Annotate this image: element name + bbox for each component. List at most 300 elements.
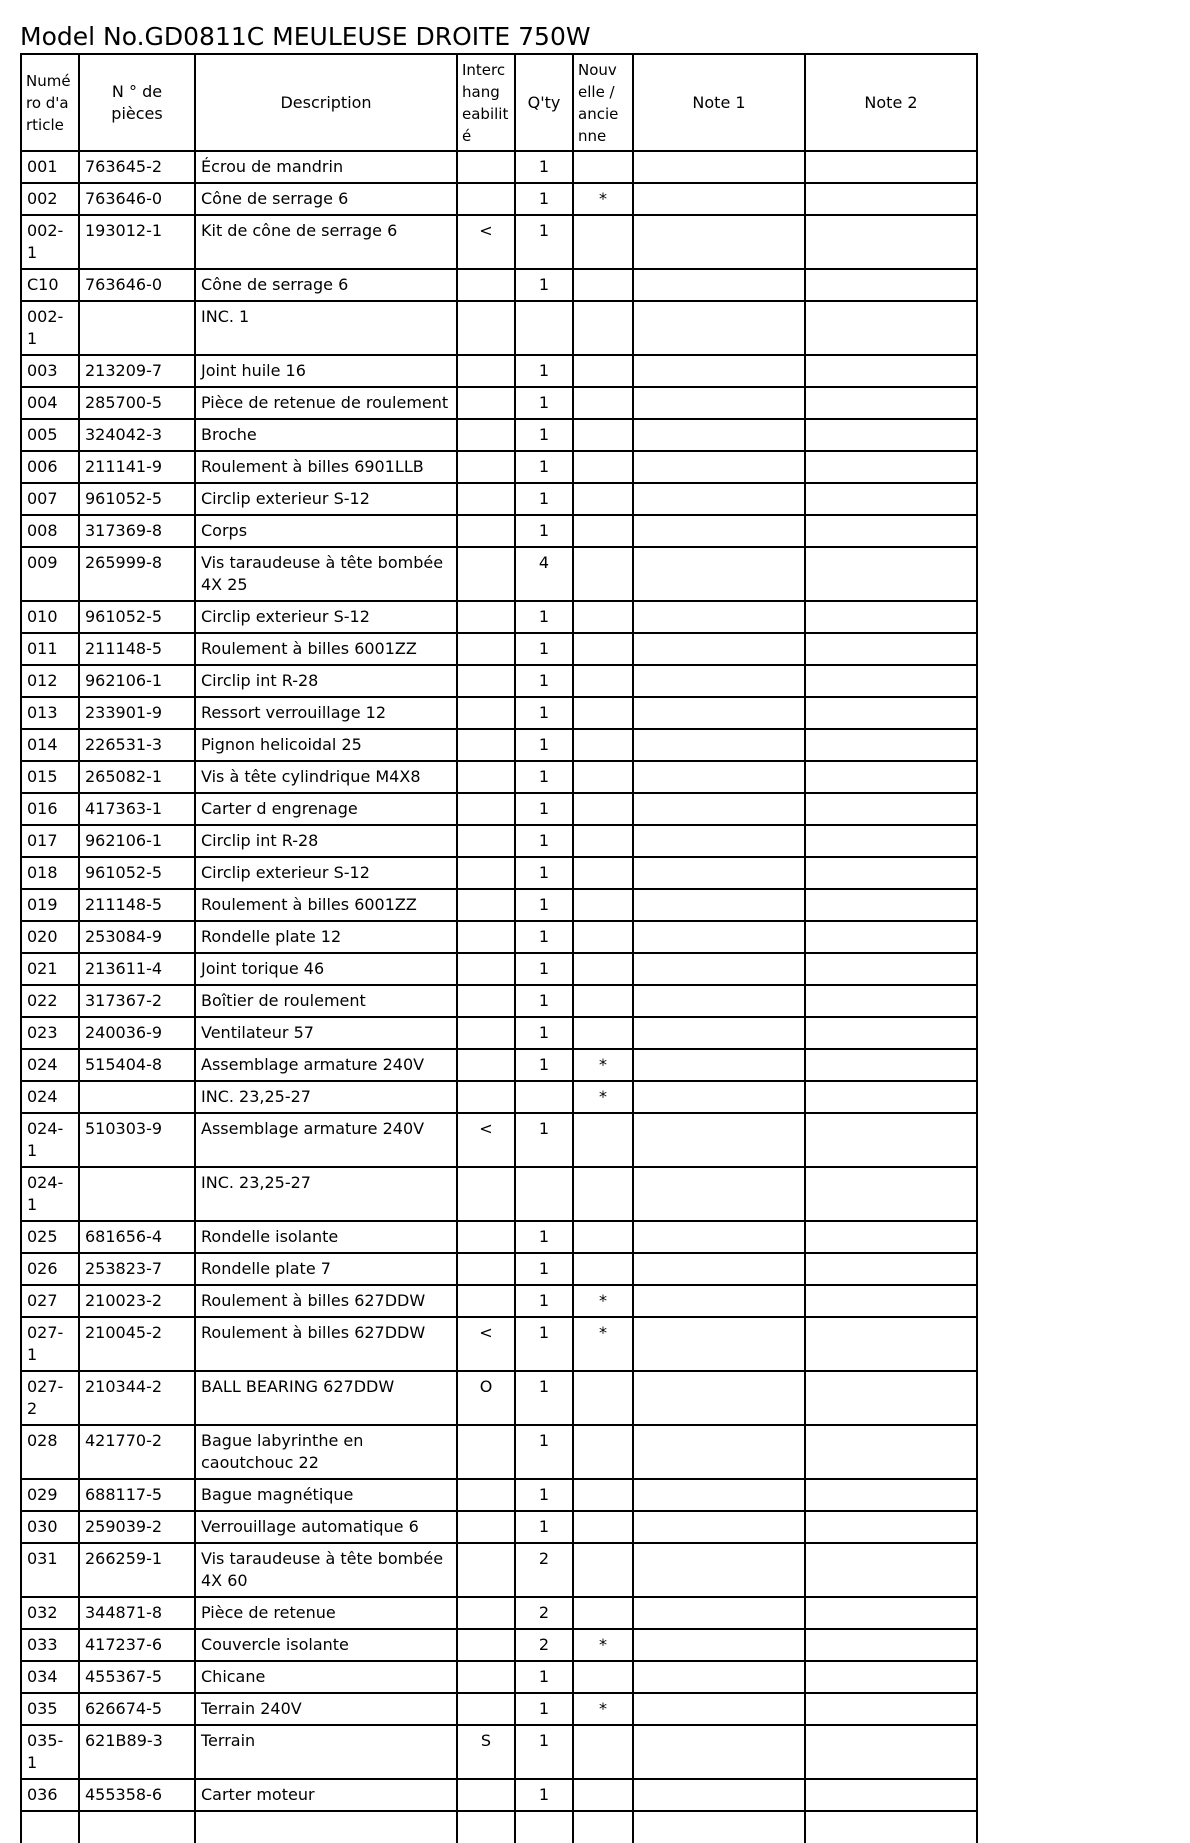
cell-new-old	[573, 547, 633, 601]
cell-quantity: 1	[515, 1285, 573, 1317]
table-row	[21, 1661, 977, 1693]
table-row	[21, 547, 977, 601]
cell-new-old	[573, 1661, 633, 1693]
cell-item-number: 029	[21, 1479, 79, 1511]
cell-interchangeability	[457, 793, 515, 825]
header-note-1: Note 1	[633, 54, 805, 151]
cell-item-number: 031	[21, 1543, 79, 1597]
cell-description: Corps	[195, 515, 457, 547]
cell-item-number: 009	[21, 547, 79, 601]
cell-note-2	[805, 665, 977, 697]
cell-note-1	[633, 1425, 805, 1479]
table-row-continued	[21, 1811, 977, 1843]
table-row	[21, 1693, 977, 1725]
cell-part-number: 681656-4	[79, 1221, 195, 1253]
cell-quantity: 1	[515, 1113, 573, 1167]
cell-item-number: 027-2	[21, 1371, 79, 1425]
cell-item-number: 014	[21, 729, 79, 761]
cell-note-1	[633, 483, 805, 515]
cell-description: Rondelle plate 12	[195, 921, 457, 953]
table-row	[21, 1725, 977, 1779]
cell-note-2	[805, 451, 977, 483]
cell-empty	[195, 1811, 457, 1843]
cell-note-1	[633, 1779, 805, 1811]
cell-note-1	[633, 301, 805, 355]
cell-new-old	[573, 1597, 633, 1629]
cell-quantity: 1	[515, 387, 573, 419]
cell-interchangeability	[457, 1661, 515, 1693]
cell-note-1	[633, 921, 805, 953]
cell-part-number: 344871-8	[79, 1597, 195, 1629]
parts-table-body	[21, 151, 977, 1843]
cell-item-number: 035	[21, 1693, 79, 1725]
cell-interchangeability	[457, 1543, 515, 1597]
table-row	[21, 1597, 977, 1629]
cell-description: Circlip int R-28	[195, 665, 457, 697]
cell-note-2	[805, 1253, 977, 1285]
cell-part-number: 211141-9	[79, 451, 195, 483]
cell-note-1	[633, 1661, 805, 1693]
cell-description: Circlip exterieur S-12	[195, 601, 457, 633]
cell-interchangeability	[457, 355, 515, 387]
cell-part-number: 211148-5	[79, 633, 195, 665]
table-row	[21, 1629, 977, 1661]
cell-interchangeability	[457, 483, 515, 515]
cell-interchangeability	[457, 1017, 515, 1049]
cell-note-2	[805, 1511, 977, 1543]
cell-new-old	[573, 1725, 633, 1779]
cell-note-1	[633, 1221, 805, 1253]
cell-note-2	[805, 1113, 977, 1167]
cell-new-old	[573, 1253, 633, 1285]
cell-interchangeability	[457, 1285, 515, 1317]
table-row	[21, 953, 977, 985]
table-row	[21, 483, 977, 515]
cell-note-1	[633, 953, 805, 985]
cell-part-number: 240036-9	[79, 1017, 195, 1049]
cell-new-old	[573, 729, 633, 761]
cell-item-number: 003	[21, 355, 79, 387]
cell-note-1	[633, 601, 805, 633]
cell-quantity: 1	[515, 1479, 573, 1511]
table-row	[21, 697, 977, 729]
cell-interchangeability	[457, 419, 515, 451]
cell-item-number: 024	[21, 1049, 79, 1081]
table-row	[21, 183, 977, 215]
table-row	[21, 387, 977, 419]
header-interchangeability: Interc hang eabilit é	[457, 54, 515, 151]
cell-quantity: 1	[515, 355, 573, 387]
cell-new-old: *	[573, 1049, 633, 1081]
cell-description: Joint torique 46	[195, 953, 457, 985]
header-quantity: Q'ty	[515, 54, 573, 151]
cell-description: Vis à tête cylindrique M4X8	[195, 761, 457, 793]
cell-quantity: 1	[515, 665, 573, 697]
cell-note-1	[633, 183, 805, 215]
cell-note-2	[805, 1317, 977, 1371]
cell-part-number: 688117-5	[79, 1479, 195, 1511]
cell-interchangeability: <	[457, 215, 515, 269]
cell-quantity: 1	[515, 1049, 573, 1081]
cell-description: Couvercle isolante	[195, 1629, 457, 1661]
cell-quantity: 1	[515, 451, 573, 483]
cell-item-number: 025	[21, 1221, 79, 1253]
cell-item-number: 034	[21, 1661, 79, 1693]
table-row	[21, 729, 977, 761]
cell-note-2	[805, 857, 977, 889]
cell-note-2	[805, 1479, 977, 1511]
cell-interchangeability	[457, 1779, 515, 1811]
cell-note-2	[805, 1017, 977, 1049]
cell-note-2	[805, 601, 977, 633]
cell-note-1	[633, 1167, 805, 1221]
cell-quantity: 1	[515, 889, 573, 921]
cell-note-1	[633, 889, 805, 921]
table-row	[21, 1779, 977, 1811]
cell-description: Pièce de retenue	[195, 1597, 457, 1629]
cell-quantity: 2	[515, 1629, 573, 1661]
cell-interchangeability	[457, 889, 515, 921]
cell-description: Circlip exterieur S-12	[195, 483, 457, 515]
cell-new-old: *	[573, 1285, 633, 1317]
cell-item-number: 024	[21, 1081, 79, 1113]
cell-note-2	[805, 419, 977, 451]
cell-note-1	[633, 825, 805, 857]
cell-item-number: 019	[21, 889, 79, 921]
cell-part-number: 317369-8	[79, 515, 195, 547]
cell-part-number: 265082-1	[79, 761, 195, 793]
cell-note-1	[633, 1285, 805, 1317]
cell-interchangeability: O	[457, 1371, 515, 1425]
cell-item-number: 036	[21, 1779, 79, 1811]
cell-item-number: 015	[21, 761, 79, 793]
cell-item-number: 026	[21, 1253, 79, 1285]
cell-note-2	[805, 483, 977, 515]
cell-part-number: 317367-2	[79, 985, 195, 1017]
cell-note-2	[805, 1425, 977, 1479]
cell-description: Joint huile 16	[195, 355, 457, 387]
cell-quantity: 1	[515, 1425, 573, 1479]
table-row	[21, 601, 977, 633]
cell-part-number: 763646-0	[79, 269, 195, 301]
table-row	[21, 451, 977, 483]
cell-note-2	[805, 825, 977, 857]
cell-new-old	[573, 1167, 633, 1221]
cell-new-old	[573, 1221, 633, 1253]
cell-part-number: 253084-9	[79, 921, 195, 953]
cell-note-2	[805, 953, 977, 985]
cell-note-1	[633, 151, 805, 183]
cell-interchangeability	[457, 601, 515, 633]
cell-description: Circlip exterieur S-12	[195, 857, 457, 889]
cell-interchangeability	[457, 1479, 515, 1511]
cell-new-old	[573, 1543, 633, 1597]
cell-item-number: 020	[21, 921, 79, 953]
cell-part-number: 961052-5	[79, 483, 195, 515]
cell-item-number: 030	[21, 1511, 79, 1543]
cell-note-1	[633, 419, 805, 451]
cell-part-number: 193012-1	[79, 215, 195, 269]
cell-interchangeability	[457, 1425, 515, 1479]
cell-part-number: 417363-1	[79, 793, 195, 825]
cell-note-1	[633, 547, 805, 601]
cell-note-1	[633, 387, 805, 419]
cell-new-old	[573, 921, 633, 953]
table-row	[21, 1543, 977, 1597]
cell-part-number: 265999-8	[79, 547, 195, 601]
cell-part-number: 210344-2	[79, 1371, 195, 1425]
cell-quantity: 1	[515, 825, 573, 857]
cell-part-number: 259039-2	[79, 1511, 195, 1543]
cell-quantity	[515, 1081, 573, 1113]
cell-item-number: 028	[21, 1425, 79, 1479]
cell-description: BALL BEARING 627DDW	[195, 1371, 457, 1425]
cell-empty	[633, 1811, 805, 1843]
cell-item-number: 012	[21, 665, 79, 697]
table-row	[21, 1479, 977, 1511]
cell-note-2	[805, 151, 977, 183]
cell-note-1	[633, 1479, 805, 1511]
cell-part-number: 253823-7	[79, 1253, 195, 1285]
table-row	[21, 633, 977, 665]
cell-new-old	[573, 1017, 633, 1049]
cell-part-number: 455358-6	[79, 1779, 195, 1811]
cell-new-old	[573, 515, 633, 547]
cell-empty	[805, 1811, 977, 1843]
cell-item-number: 022	[21, 985, 79, 1017]
cell-note-2	[805, 1693, 977, 1725]
cell-interchangeability	[457, 183, 515, 215]
cell-interchangeability	[457, 921, 515, 953]
cell-interchangeability	[457, 1511, 515, 1543]
cell-description: Circlip int R-28	[195, 825, 457, 857]
cell-note-1	[633, 1597, 805, 1629]
cell-interchangeability	[457, 387, 515, 419]
cell-quantity: 1	[515, 419, 573, 451]
cell-interchangeability	[457, 1167, 515, 1221]
cell-note-2	[805, 1661, 977, 1693]
cell-part-number: 962106-1	[79, 825, 195, 857]
cell-item-number: 008	[21, 515, 79, 547]
cell-quantity: 1	[515, 953, 573, 985]
cell-part-number: 211148-5	[79, 889, 195, 921]
cell-description: Verrouillage automatique 6	[195, 1511, 457, 1543]
cell-new-old: *	[573, 1317, 633, 1371]
cell-description: INC. 23,25-27	[195, 1167, 457, 1221]
cell-quantity: 1	[515, 183, 573, 215]
cell-description: Cône de serrage 6	[195, 183, 457, 215]
header-part-number: N ° de pièces	[79, 54, 195, 151]
cell-description: Ressort verrouillage 12	[195, 697, 457, 729]
cell-note-1	[633, 1253, 805, 1285]
cell-interchangeability	[457, 1253, 515, 1285]
cell-description: Pignon helicoidal 25	[195, 729, 457, 761]
cell-part-number: 455367-5	[79, 1661, 195, 1693]
cell-note-1	[633, 1081, 805, 1113]
cell-description: Carter d engrenage	[195, 793, 457, 825]
cell-new-old	[573, 697, 633, 729]
cell-note-2	[805, 761, 977, 793]
cell-item-number: 002	[21, 183, 79, 215]
cell-item-number: 005	[21, 419, 79, 451]
cell-item-number: 010	[21, 601, 79, 633]
cell-interchangeability	[457, 665, 515, 697]
cell-item-number: 027-1	[21, 1317, 79, 1371]
cell-note-1	[633, 1693, 805, 1725]
cell-new-old: *	[573, 1693, 633, 1725]
cell-interchangeability	[457, 761, 515, 793]
cell-part-number	[79, 301, 195, 355]
cell-description: Terrain	[195, 1725, 457, 1779]
cell-new-old	[573, 301, 633, 355]
table-row	[21, 1017, 977, 1049]
cell-quantity: 1	[515, 1779, 573, 1811]
cell-note-2	[805, 985, 977, 1017]
cell-interchangeability	[457, 633, 515, 665]
cell-note-1	[633, 729, 805, 761]
cell-quantity: 1	[515, 761, 573, 793]
cell-interchangeability: <	[457, 1317, 515, 1371]
cell-part-number: 210045-2	[79, 1317, 195, 1371]
cell-new-old	[573, 1479, 633, 1511]
table-row	[21, 665, 977, 697]
cell-note-2	[805, 1049, 977, 1081]
cell-note-1	[633, 515, 805, 547]
cell-new-old	[573, 665, 633, 697]
cell-empty	[457, 1811, 515, 1843]
cell-note-1	[633, 697, 805, 729]
table-row	[21, 1285, 977, 1317]
cell-item-number: 017	[21, 825, 79, 857]
cell-part-number: 213209-7	[79, 355, 195, 387]
cell-quantity: 1	[515, 729, 573, 761]
cell-part-number: 962106-1	[79, 665, 195, 697]
cell-interchangeability	[457, 151, 515, 183]
cell-note-1	[633, 761, 805, 793]
cell-quantity: 1	[515, 1511, 573, 1543]
cell-note-2	[805, 269, 977, 301]
cell-quantity: 4	[515, 547, 573, 601]
cell-quantity: 1	[515, 1317, 573, 1371]
cell-description: Ventilateur 57	[195, 1017, 457, 1049]
cell-item-number: 002-1	[21, 215, 79, 269]
cell-interchangeability	[457, 1693, 515, 1725]
cell-part-number: 763645-2	[79, 151, 195, 183]
cell-item-number: 023	[21, 1017, 79, 1049]
cell-quantity: 1	[515, 633, 573, 665]
cell-quantity: 1	[515, 1371, 573, 1425]
cell-new-old: *	[573, 1081, 633, 1113]
cell-empty	[79, 1811, 195, 1843]
table-row	[21, 215, 977, 269]
cell-interchangeability	[457, 547, 515, 601]
cell-note-1	[633, 1511, 805, 1543]
cell-interchangeability	[457, 515, 515, 547]
cell-note-1	[633, 1629, 805, 1661]
cell-part-number: 285700-5	[79, 387, 195, 419]
cell-quantity: 1	[515, 483, 573, 515]
header-new-old: Nouv elle / ancie nne	[573, 54, 633, 151]
cell-empty	[21, 1811, 79, 1843]
cell-new-old	[573, 953, 633, 985]
cell-quantity: 1	[515, 1693, 573, 1725]
cell-note-1	[633, 1725, 805, 1779]
cell-note-2	[805, 1167, 977, 1221]
table-row	[21, 1221, 977, 1253]
cell-note-2	[805, 215, 977, 269]
cell-interchangeability	[457, 1049, 515, 1081]
cell-note-2	[805, 921, 977, 953]
cell-description: Kit de cône de serrage 6	[195, 215, 457, 269]
cell-quantity: 1	[515, 215, 573, 269]
cell-note-2	[805, 387, 977, 419]
cell-quantity	[515, 301, 573, 355]
cell-note-2	[805, 1285, 977, 1317]
cell-new-old	[573, 215, 633, 269]
cell-new-old: *	[573, 1629, 633, 1661]
cell-note-2	[805, 1725, 977, 1779]
cell-interchangeability	[457, 301, 515, 355]
cell-empty	[573, 1811, 633, 1843]
cell-note-2	[805, 1779, 977, 1811]
cell-part-number	[79, 1081, 195, 1113]
cell-note-1	[633, 985, 805, 1017]
cell-item-number: 016	[21, 793, 79, 825]
cell-description: Terrain 240V	[195, 1693, 457, 1725]
cell-new-old	[573, 601, 633, 633]
cell-note-1	[633, 1049, 805, 1081]
table-row	[21, 825, 977, 857]
table-row	[21, 1371, 977, 1425]
cell-part-number	[79, 1167, 195, 1221]
cell-description: Rondelle isolante	[195, 1221, 457, 1253]
cell-note-2	[805, 697, 977, 729]
cell-description: Bague magnétique	[195, 1479, 457, 1511]
cell-empty	[515, 1811, 573, 1843]
table-row	[21, 1317, 977, 1371]
cell-new-old	[573, 355, 633, 387]
cell-description: Roulement à billes 6001ZZ	[195, 633, 457, 665]
cell-quantity: 1	[515, 515, 573, 547]
cell-item-number: 018	[21, 857, 79, 889]
cell-interchangeability	[457, 953, 515, 985]
cell-item-number: 007	[21, 483, 79, 515]
cell-description: Roulement à billes 627DDW	[195, 1285, 457, 1317]
header-item-number: Numé ro d'a rticle	[21, 54, 79, 151]
cell-quantity: 1	[515, 921, 573, 953]
table-row	[21, 761, 977, 793]
table-row	[21, 1167, 977, 1221]
cell-interchangeability	[457, 1221, 515, 1253]
cell-new-old	[573, 793, 633, 825]
table-row	[21, 1081, 977, 1113]
cell-new-old	[573, 1371, 633, 1425]
cell-note-2	[805, 1543, 977, 1597]
cell-part-number: 510303-9	[79, 1113, 195, 1167]
table-row	[21, 1425, 977, 1479]
table-row	[21, 151, 977, 183]
cell-new-old	[573, 1779, 633, 1811]
cell-interchangeability	[457, 729, 515, 761]
cell-item-number: 035-1	[21, 1725, 79, 1779]
cell-note-2	[805, 1629, 977, 1661]
cell-item-number: 024-1	[21, 1167, 79, 1221]
cell-new-old	[573, 483, 633, 515]
table-row	[21, 1511, 977, 1543]
cell-quantity: 1	[515, 269, 573, 301]
cell-interchangeability	[457, 1081, 515, 1113]
cell-part-number: 266259-1	[79, 1543, 195, 1597]
